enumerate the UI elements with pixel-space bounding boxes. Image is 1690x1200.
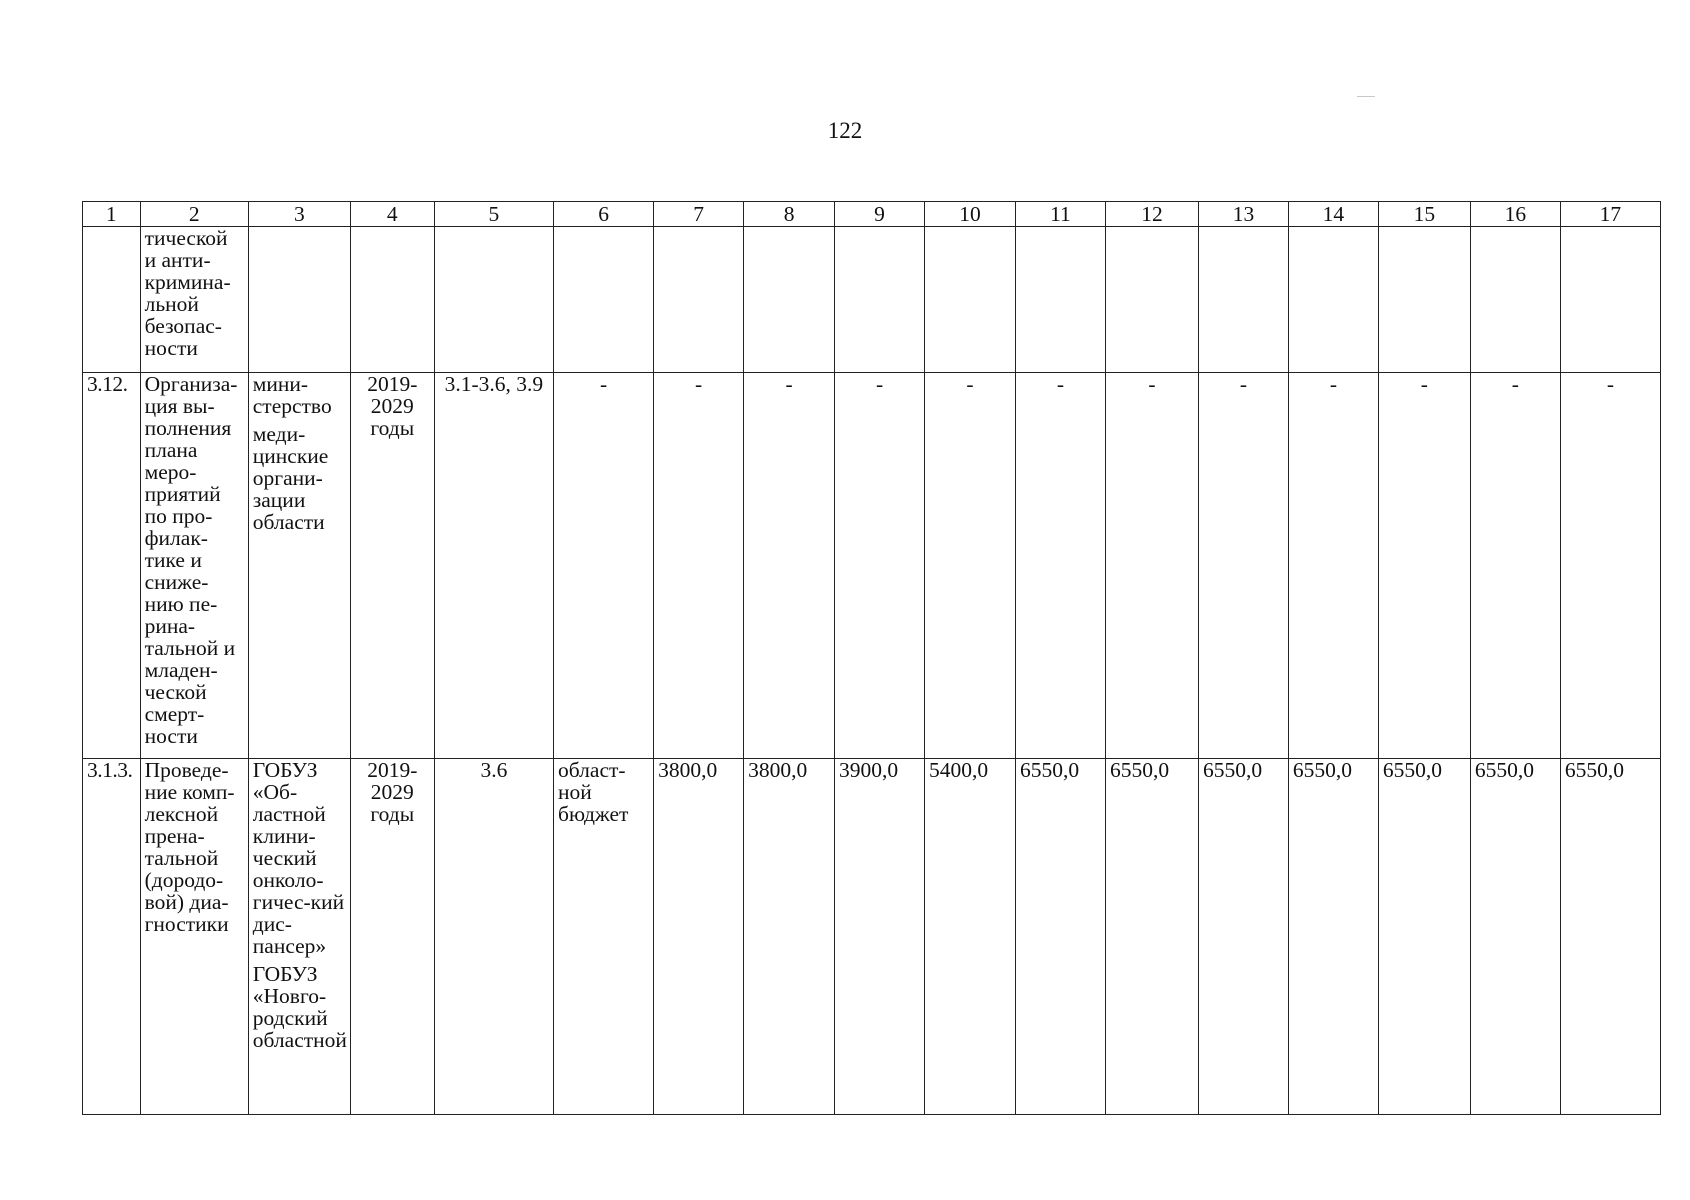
value-cell xyxy=(1105,227,1198,373)
header-cell: 7 xyxy=(654,202,744,227)
column-number-row xyxy=(83,202,1661,227)
header-cell: 9 xyxy=(835,202,925,227)
item-number-cell: 3.12. xyxy=(83,373,141,759)
program-table xyxy=(82,201,1661,1115)
value-cell xyxy=(1560,227,1660,373)
header-cell: 13 xyxy=(1198,202,1288,227)
header-cell: 3 xyxy=(248,202,350,227)
value-cell xyxy=(1015,227,1105,373)
value-cell: 5400,0 xyxy=(925,759,1016,1115)
header-cell: 17 xyxy=(1560,202,1660,227)
indicator-link-cell xyxy=(434,227,553,373)
term-cell xyxy=(350,227,434,373)
value-cell xyxy=(1198,227,1288,373)
executor-cell xyxy=(248,373,350,759)
executor-text: ГОБУЗ «Об-ластной клини-ческий онколо-гичес-кий дис-пансер» xyxy=(252,758,345,958)
header-cell: 15 xyxy=(1378,202,1470,227)
header-cell: 16 xyxy=(1470,202,1560,227)
funding-source-cell: - xyxy=(554,373,654,759)
executor-text: меди-цинские органи-зации области xyxy=(252,422,329,534)
table-row xyxy=(83,373,1661,759)
funding-source-cell xyxy=(554,227,654,373)
executor-cell xyxy=(248,227,350,373)
value-cell: 6550,0 xyxy=(1288,759,1378,1115)
value-cell: - xyxy=(1288,373,1378,759)
table-row xyxy=(83,759,1661,1115)
header-cell: 6 xyxy=(554,202,654,227)
term-cell: 2019-2029 годы xyxy=(350,759,434,1115)
term-cell: 2019-2029 годы xyxy=(350,373,434,759)
indicator-link-cell: 3.1-3.6, 3.9 xyxy=(434,373,553,759)
activity-name-cell: тической и анти-кримина-льной безопас-ности xyxy=(140,227,248,373)
header-cell: 1 xyxy=(83,202,141,227)
value-cell: - xyxy=(744,373,835,759)
value-cell xyxy=(1470,227,1560,373)
indicator-link-cell: 3.6 xyxy=(434,759,553,1115)
funding-source-cell: област-ной бюджет xyxy=(554,759,654,1115)
header-cell: 4 xyxy=(350,202,434,227)
table-row xyxy=(83,227,1661,373)
executor-text: мини-стерство xyxy=(252,372,332,418)
value-cell: 6550,0 xyxy=(1378,759,1470,1115)
value-cell: - xyxy=(1105,373,1198,759)
value-cell: 6550,0 xyxy=(1015,759,1105,1115)
value-cell xyxy=(1378,227,1470,373)
value-cell: - xyxy=(1198,373,1288,759)
item-number-cell: 3.1.3. xyxy=(83,759,141,1115)
value-cell: 3900,0 xyxy=(835,759,925,1115)
executor-cell xyxy=(248,759,350,1115)
value-cell: 6550,0 xyxy=(1105,759,1198,1115)
activity-name-cell: Организа-ция вы-полнения плана меро-приятий по про-филак-тике и сниже-нию пе-рина-тальной и младен-ческой смерт-ности xyxy=(140,373,248,759)
header-cell: 2 xyxy=(140,202,248,227)
activity-name-cell: Проведе-ние комп-лексной прена-тальной (дородо-вой) диа-гностики xyxy=(140,759,248,1115)
header-cell: 14 xyxy=(1288,202,1378,227)
value-cell: - xyxy=(1560,373,1660,759)
value-cell: - xyxy=(1015,373,1105,759)
header-cell: 11 xyxy=(1015,202,1105,227)
page-number: 122 xyxy=(827,118,863,143)
value-cell xyxy=(654,227,744,373)
value-cell: - xyxy=(1470,373,1560,759)
value-cell: - xyxy=(835,373,925,759)
value-cell xyxy=(835,227,925,373)
header-cell: 8 xyxy=(744,202,835,227)
header-cell: 10 xyxy=(925,202,1016,227)
value-cell xyxy=(744,227,835,373)
scan-mark xyxy=(1357,96,1375,97)
header-cell: 5 xyxy=(434,202,553,227)
item-number-cell xyxy=(83,227,141,373)
value-cell xyxy=(925,227,1016,373)
value-cell: - xyxy=(1378,373,1470,759)
value-cell: - xyxy=(925,373,1016,759)
value-cell: 6550,0 xyxy=(1470,759,1560,1115)
value-cell: 3800,0 xyxy=(654,759,744,1115)
header-cell: 12 xyxy=(1105,202,1198,227)
executor-text: ГОБУЗ «Новго-родский областной xyxy=(252,962,347,1052)
value-cell: - xyxy=(654,373,744,759)
value-cell: 6550,0 xyxy=(1198,759,1288,1115)
value-cell xyxy=(1288,227,1378,373)
value-cell: 6550,0 xyxy=(1560,759,1660,1115)
value-cell: 3800,0 xyxy=(744,759,835,1115)
